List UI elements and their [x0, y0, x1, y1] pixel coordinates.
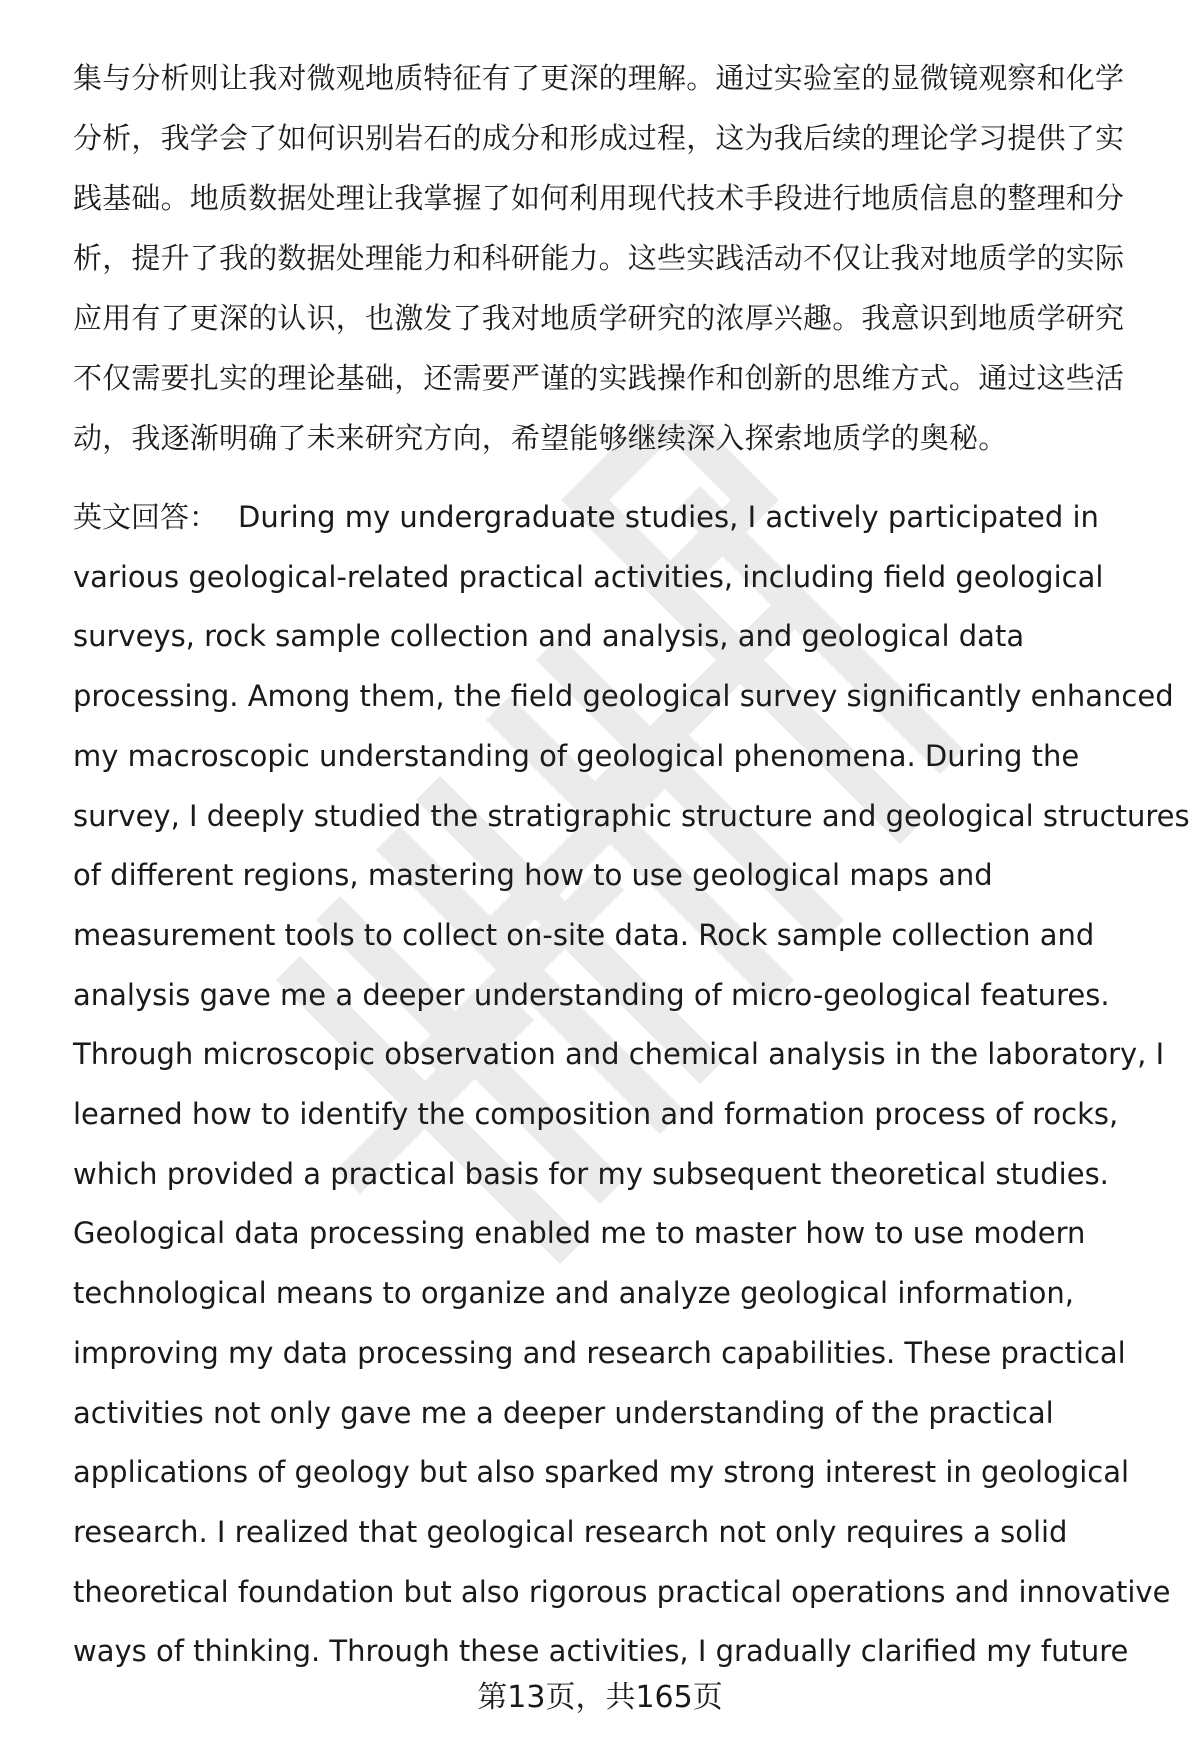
english-line: Geological data processing enabled me to master how to use modern: [73, 1216, 1086, 1251]
english-line: improving my data processing and research capabilities. These practical: [73, 1335, 1126, 1370]
page-number-footer: 第13页，共165页: [477, 1680, 723, 1715]
chinese-line: 应用有了更深的认识，也激发了我对地质学研究的浓厚兴趣。我意识到地质学研究: [73, 301, 1125, 335]
english-line: survey, I deeply studied the stratigraphic structure and geological structures: [73, 798, 1190, 833]
english-line: processing. Among them, the field geological survey significantly enhanced: [73, 679, 1174, 714]
english-line: theoretical foundation but also rigorous practical operations and innovative: [73, 1574, 1171, 1609]
english-line: measurement tools to collect on-site data. Rock sample collection and: [73, 917, 1095, 952]
chinese-line: 践基础。地质数据处理让我掌握了如何利用现代技术手段进行地质信息的整理和分: [73, 181, 1125, 215]
english-answer-label: 英文回答：: [73, 500, 219, 534]
english-line: various geological-related practical activities, including field geological: [73, 559, 1104, 594]
chinese-line: 分析，我学会了如何识别岩石的成分和形成过程，这为我后续的理论学习提供了实: [73, 121, 1125, 155]
english-line-text: During my undergraduate studies, I actively participated in: [238, 500, 1099, 534]
english-line: Through microscopic observation and chemical analysis in the laboratory, I: [73, 1037, 1165, 1072]
english-first-line: [73, 488, 1158, 548]
english-line: my macroscopic understanding of geological phenomena. During the: [73, 738, 1080, 773]
english-line: analysis gave me a deeper understanding of micro-geological features.: [73, 977, 1110, 1012]
english-line: of different regions, mastering how to use geological maps and: [73, 858, 993, 893]
english-line: which provided a practical basis for my subsequent theoretical studies.: [73, 1156, 1109, 1191]
chinese-line: 集与分析则让我对微观地质特征有了更深的理解。通过实验室的显微镜观察和化学: [73, 61, 1125, 95]
english-line: surveys, rock sample collection and analysis, and geological data: [73, 619, 1025, 654]
document-body: [73, 48, 1190, 1682]
english-line: technological means to organize and analyze geological information,: [73, 1276, 1074, 1311]
chinese-line: 不仅需要扎实的理论基础，还需要严谨的实践操作和创新的思维方式。通过这些活: [73, 361, 1125, 395]
english-answer-paragraph: [73, 488, 1190, 1682]
english-line: applications of geology but also sparked my strong interest in geological: [73, 1455, 1130, 1490]
chinese-line: 动，我逐渐明确了未来研究方向，希望能够继续深入探索地质学的奥秘。: [73, 421, 1008, 455]
english-line: ways of thinking. Through these activities, I gradually clarified my future: [73, 1634, 1129, 1669]
chinese-line: 析，提升了我的数据处理能力和科研能力。这些实践活动不仅让我对地质学的实际: [73, 241, 1125, 275]
chinese-answer-paragraph: [73, 48, 1158, 468]
english-line: activities not only gave me a deeper understanding of the practical: [73, 1395, 1054, 1430]
english-line: learned how to identify the composition and formation process of rocks,: [73, 1097, 1119, 1132]
english-line: research. I realized that geological research not only requires a solid: [73, 1514, 1068, 1549]
